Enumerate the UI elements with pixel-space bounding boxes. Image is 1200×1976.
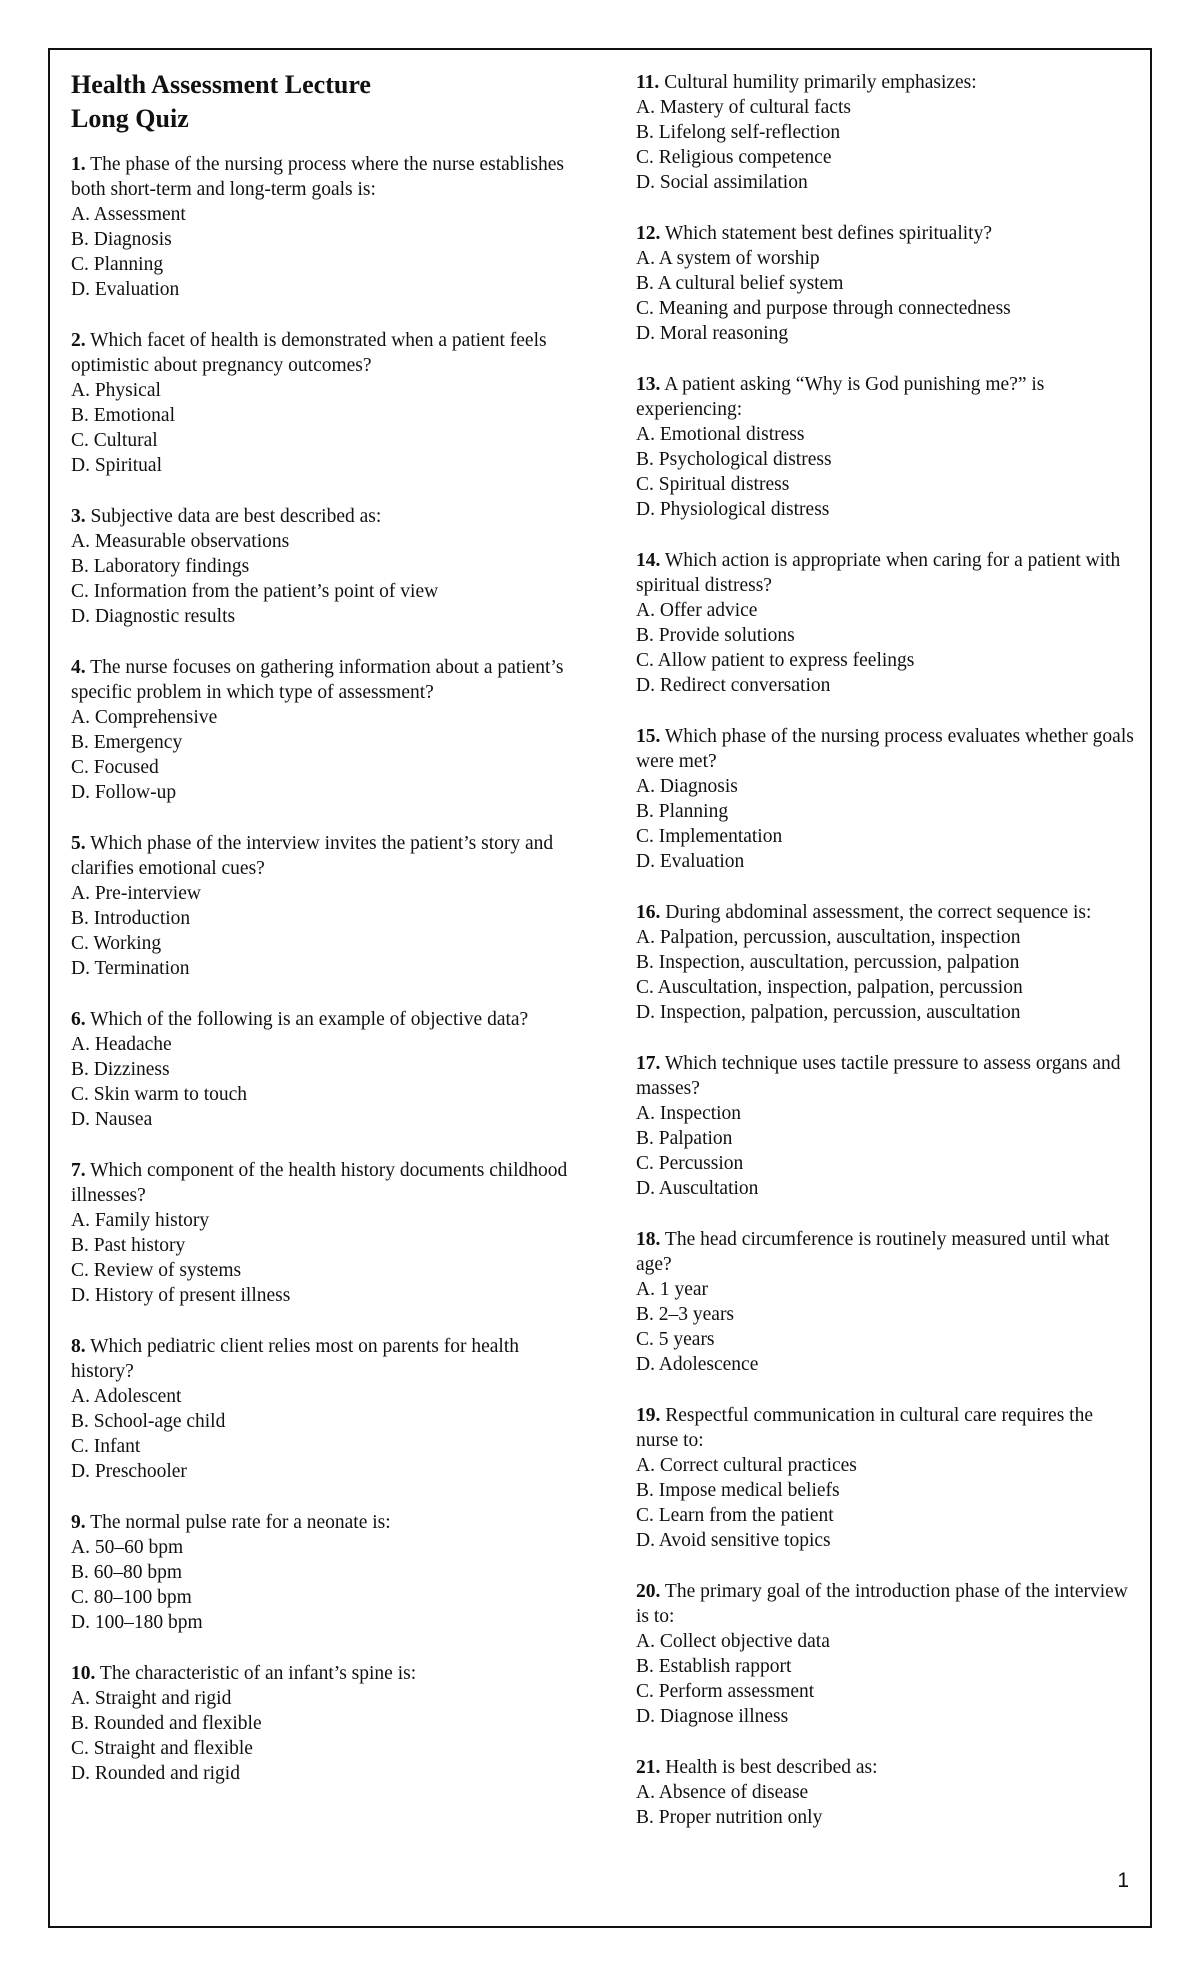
question-text: The normal pulse rate for a neonate is: — [90, 1512, 391, 1533]
question-stem — [71, 1334, 571, 1384]
answer-option: A. Assessment — [71, 204, 186, 225]
question-text: The head circumference is routinely measured until what age? — [636, 1229, 1110, 1275]
answer-option: C. Auscultation, inspection, palpation, percussion — [636, 977, 1023, 998]
answer-option: B. Rounded and flexible — [71, 1713, 262, 1734]
question-stem — [71, 655, 571, 705]
answer-option: A. Headache — [71, 1034, 172, 1055]
answer-option: D. Social assimilation — [636, 172, 808, 193]
question-11 — [636, 70, 1136, 195]
answer-option: B. Emergency — [71, 732, 183, 753]
question-20 — [636, 1579, 1136, 1729]
question-text: Cultural humility primarily emphasizes: — [664, 72, 977, 93]
question-stem — [71, 1007, 571, 1032]
answer-option: A. 50–60 bpm — [71, 1537, 184, 1558]
answer-option: B. Palpation — [636, 1128, 733, 1149]
question-stem — [636, 1403, 1136, 1453]
left-column — [71, 68, 571, 1812]
question-text: A patient asking “Why is God punishing me?” is experiencing: — [636, 374, 1045, 420]
question-text: Which of the following is an example of objective data? — [90, 1009, 529, 1030]
answer-option: B. A cultural belief system — [636, 273, 844, 294]
answer-option: B. 60–80 bpm — [71, 1562, 183, 1583]
answer-option: B. Psychological distress — [636, 449, 832, 470]
answer-option: C. Meaning and purpose through connectedness — [636, 298, 1011, 319]
question-text: The nurse focuses on gathering information about a patient’s specific problem in which type of assessment? — [71, 657, 564, 703]
question-number: 3. — [71, 506, 86, 527]
question-number: 6. — [71, 1009, 86, 1030]
answer-option: A. Inspection — [636, 1103, 742, 1124]
answer-option: A. Adolescent — [71, 1386, 182, 1407]
quiz-title — [71, 68, 571, 136]
question-19 — [636, 1403, 1136, 1553]
answer-option: D. Termination — [71, 958, 190, 979]
answer-option: D. History of present illness — [71, 1285, 291, 1306]
question-stem — [71, 328, 571, 378]
answer-option: A. Comprehensive — [71, 707, 218, 728]
question-text: Which phase of the nursing process evaluates whether goals were met? — [636, 726, 1134, 772]
question-stem — [71, 504, 571, 529]
answer-option: C. Focused — [71, 757, 159, 778]
answer-option: B. Establish rapport — [636, 1656, 792, 1677]
answer-option: D. Redirect conversation — [636, 675, 831, 696]
answer-option: D. Physiological distress — [636, 499, 830, 520]
answer-option: A. 1 year — [636, 1279, 709, 1300]
question-number: 11. — [636, 72, 660, 93]
answer-option: A. Collect objective data — [636, 1631, 830, 1652]
answer-option: D. Adolescence — [636, 1354, 759, 1375]
answer-option: D. Diagnose illness — [636, 1706, 789, 1727]
answer-option: C. Perform assessment — [636, 1681, 815, 1702]
answer-option: C. Information from the patient’s point of view — [71, 581, 439, 602]
question-text: Health is best described as: — [665, 1757, 878, 1778]
question-number: 2. — [71, 330, 86, 351]
question-number: 4. — [71, 657, 86, 678]
answer-option: B. Dizziness — [71, 1059, 170, 1080]
answer-option: B. School-age child — [71, 1411, 226, 1432]
answer-option: C. Review of systems — [71, 1260, 242, 1281]
question-14 — [636, 548, 1136, 698]
question-text: Respectful communication in cultural care requires the nurse to: — [636, 1405, 1094, 1451]
answer-option: D. Preschooler — [71, 1461, 187, 1482]
question-number: 7. — [71, 1160, 86, 1181]
answer-option: C. Spiritual distress — [636, 474, 790, 495]
question-number: 17. — [636, 1053, 661, 1074]
question-text: During abdominal assessment, the correct sequence is: — [665, 902, 1092, 923]
question-1 — [71, 152, 571, 302]
answer-option: A. Pre-interview — [71, 883, 201, 904]
answer-option: C. Straight and flexible — [71, 1738, 253, 1759]
question-5 — [71, 831, 571, 981]
question-17 — [636, 1051, 1136, 1201]
question-number: 19. — [636, 1405, 661, 1426]
answer-option: A. A system of worship — [636, 248, 820, 269]
question-text: Which component of the health history documents childhood illnesses? — [71, 1160, 568, 1206]
answer-option: C. Implementation — [636, 826, 783, 847]
answer-option: A. Diagnosis — [636, 776, 738, 797]
answer-option: B. Proper nutrition only — [636, 1807, 823, 1828]
question-2 — [71, 328, 571, 478]
question-4 — [71, 655, 571, 805]
question-12 — [636, 221, 1136, 346]
question-21 — [636, 1755, 1136, 1830]
answer-option: B. Diagnosis — [71, 229, 172, 250]
answer-option: A. Family history — [71, 1210, 210, 1231]
answer-option: D. Follow-up — [71, 782, 177, 803]
answer-option: A. Measurable observations — [71, 531, 290, 552]
question-stem — [636, 70, 1136, 95]
answer-option: B. Planning — [636, 801, 729, 822]
answer-option: B. Past history — [71, 1235, 186, 1256]
question-text: Which action is appropriate when caring for a patient with spiritual distress? — [636, 550, 1121, 596]
question-stem — [636, 548, 1136, 598]
answer-option: D. Rounded and rigid — [71, 1763, 240, 1784]
answer-option: A. Offer advice — [636, 600, 758, 621]
question-text: Which technique uses tactile pressure to assess organs and masses? — [636, 1053, 1121, 1099]
answer-option: C. 80–100 bpm — [71, 1587, 192, 1608]
question-number: 14. — [636, 550, 661, 571]
question-stem — [636, 900, 1136, 925]
question-text: Which facet of health is demonstrated when a patient feels optimistic about pregnancy outcomes? — [71, 330, 547, 376]
answer-option: D. Diagnostic results — [71, 606, 236, 627]
question-text: The characteristic of an infant’s spine is: — [99, 1663, 417, 1684]
answer-option: D. Spiritual — [71, 455, 162, 476]
answer-option: D. Nausea — [71, 1109, 153, 1130]
answer-option: B. Lifelong self-reflection — [636, 122, 841, 143]
question-number: 5. — [71, 833, 86, 854]
answer-option: A. Emotional distress — [636, 424, 805, 445]
question-number: 10. — [71, 1663, 96, 1684]
answer-option: C. 5 years — [636, 1329, 715, 1350]
question-15 — [636, 724, 1136, 874]
answer-option: B. Provide solutions — [636, 625, 795, 646]
answer-option: C. Learn from the patient — [636, 1505, 834, 1526]
answer-option: C. Infant — [71, 1436, 141, 1457]
question-stem — [71, 152, 571, 202]
answer-option: B. 2–3 years — [636, 1304, 735, 1325]
question-text: The primary goal of the introduction phase of the interview is to: — [636, 1581, 1128, 1627]
question-stem — [636, 1579, 1136, 1629]
question-18 — [636, 1227, 1136, 1377]
question-13 — [636, 372, 1136, 522]
answer-option: D. Avoid sensitive topics — [636, 1530, 831, 1551]
question-number: 20. — [636, 1581, 661, 1602]
question-stem — [636, 1755, 1136, 1780]
question-stem — [636, 724, 1136, 774]
answer-option: D. Moral reasoning — [636, 323, 789, 344]
question-number: 16. — [636, 902, 661, 923]
answer-option: A. Physical — [71, 380, 161, 401]
answer-option: B. Impose medical beliefs — [636, 1480, 840, 1501]
question-stem — [636, 1227, 1136, 1277]
question-16 — [636, 900, 1136, 1025]
title-line-1: Health Assessment Lecture — [71, 70, 371, 99]
answer-option: B. Inspection, auscultation, percussion, palpation — [636, 952, 1020, 973]
answer-option: D. Evaluation — [636, 851, 745, 872]
answer-option: C. Religious competence — [636, 147, 832, 168]
question-text: Which pediatric client relies most on parents for health history? — [71, 1336, 520, 1382]
question-number: 9. — [71, 1512, 86, 1533]
answer-option: A. Mastery of cultural facts — [636, 97, 851, 118]
question-text: Which statement best defines spirituality? — [664, 223, 992, 244]
question-stem — [71, 1158, 571, 1208]
answer-option: C. Skin warm to touch — [71, 1084, 248, 1105]
answer-option: D. 100–180 bpm — [71, 1612, 203, 1633]
question-number: 8. — [71, 1336, 86, 1357]
answer-option: C. Allow patient to express feelings — [636, 650, 915, 671]
answer-option: A. Absence of disease — [636, 1782, 809, 1803]
answer-option: C. Working — [71, 933, 162, 954]
question-stem — [71, 1661, 571, 1686]
question-stem — [71, 1510, 571, 1535]
answer-option: C. Cultural — [71, 430, 158, 451]
answer-option: B. Laboratory findings — [71, 556, 250, 577]
question-7 — [71, 1158, 571, 1308]
answer-option: D. Auscultation — [636, 1178, 759, 1199]
question-9 — [71, 1510, 571, 1635]
page-number: 1 — [1117, 1869, 1129, 1892]
question-number: 21. — [636, 1757, 661, 1778]
question-number: 13. — [636, 374, 661, 395]
answer-option: B. Introduction — [71, 908, 191, 929]
question-number: 12. — [636, 223, 661, 244]
question-8 — [71, 1334, 571, 1484]
question-text: Which phase of the interview invites the patient’s story and clarifies emotional cues? — [71, 833, 554, 879]
question-stem — [636, 372, 1136, 422]
question-number: 15. — [636, 726, 661, 747]
answer-option: A. Correct cultural practices — [636, 1455, 857, 1476]
question-stem — [636, 1051, 1136, 1101]
question-text: Subjective data are best described as: — [90, 506, 382, 527]
question-10 — [71, 1661, 571, 1786]
question-stem — [71, 831, 571, 881]
title-line-2: Long Quiz — [71, 104, 189, 133]
question-list-left — [71, 152, 571, 1786]
question-list-right — [636, 70, 1136, 1830]
question-3 — [71, 504, 571, 629]
question-number: 1. — [71, 154, 86, 175]
answer-option: C. Percussion — [636, 1153, 744, 1174]
question-6 — [71, 1007, 571, 1132]
answer-option: D. Evaluation — [71, 279, 180, 300]
answer-option: A. Palpation, percussion, auscultation, inspection — [636, 927, 1021, 948]
question-text: The phase of the nursing process where the nurse establishes both short-term and long-term goals is: — [71, 154, 564, 200]
question-stem — [636, 221, 1136, 246]
right-column — [636, 70, 1136, 1856]
answer-option: B. Emotional — [71, 405, 175, 426]
answer-option: D. Inspection, palpation, percussion, auscultation — [636, 1002, 1021, 1023]
answer-option: A. Straight and rigid — [71, 1688, 232, 1709]
answer-option: C. Planning — [71, 254, 164, 275]
question-number: 18. — [636, 1229, 661, 1250]
